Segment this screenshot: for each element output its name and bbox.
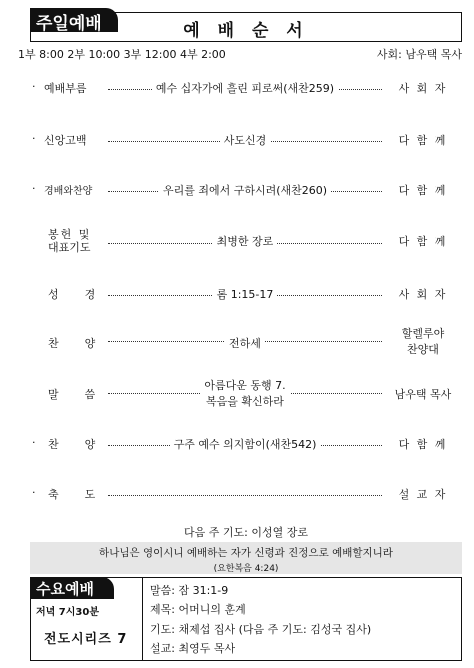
bullet: ·: [32, 486, 36, 499]
order-leader: 사 회 자: [398, 82, 448, 95]
order-content: 전하세: [108, 337, 382, 350]
verse-reference: (요한복음 4:24): [213, 564, 279, 574]
dotted-leader: [108, 486, 382, 496]
wednesday-series: 전도시리즈 7: [44, 632, 128, 647]
order-label: 경배와찬양: [44, 186, 93, 197]
order-label: 말씀: [48, 388, 122, 401]
bullet: ·: [32, 182, 36, 195]
order-row-sermon: [30, 378, 462, 412]
wednesday-divider: [142, 577, 143, 661]
order-leader: 설 교 자: [398, 488, 448, 501]
order-leader: 다 함 께: [398, 184, 448, 197]
order-label: 예배부름: [44, 82, 87, 95]
order-row-scripture: [30, 286, 462, 304]
order-content: 롬 1:15-17: [108, 286, 382, 302]
order-content: 구주 예수 의지함이(새찬542): [108, 436, 382, 452]
page-title: 예 배 순 서: [183, 21, 309, 41]
order-content: 아름다운 동행 7. 복음을 확신하라: [108, 378, 382, 410]
order-leader: 다 함 께: [398, 235, 448, 248]
order-leader: 다 함 께: [398, 438, 448, 451]
order-leader: 남우택 목사: [394, 388, 452, 401]
wednesday-prayer: 기도: 채제섭 집사 (다음 주 기도: 김성국 집사): [150, 623, 372, 636]
bullet: ·: [32, 436, 36, 449]
order-leader: 할렐루야 찬양대: [401, 327, 445, 356]
order-row-creed: [30, 132, 462, 150]
order-label: 축도: [48, 488, 122, 501]
order-row-hymn: [30, 436, 462, 454]
order-label: 신앙고백: [44, 134, 87, 147]
sunday-service-tab: 주일예배: [30, 8, 118, 32]
order-row-choir: [30, 326, 462, 360]
bullet: ·: [32, 132, 36, 145]
order-label: 봉헌 및 대표기도: [48, 228, 92, 254]
order-label: 찬양: [48, 337, 122, 350]
order-row-offering: [30, 228, 462, 256]
order-content: 예수 십자가에 흘린 피로써(새찬259): [108, 80, 382, 96]
order-label: 성경: [48, 288, 122, 301]
order-content: 우리를 죄에서 구하시려(새찬260): [108, 182, 382, 198]
officiant: 사회: 남우택 목사: [376, 48, 462, 61]
bullet: ·: [32, 80, 36, 93]
order-leader: 다 함 께: [398, 134, 448, 147]
wednesday-sermon-title: 제목: 어머니의 훈계: [150, 603, 246, 616]
order-row-call-to-worship: [30, 80, 462, 98]
service-times: 1부 8:00 2부 10:00 3부 12:00 4부 2:00: [18, 48, 226, 61]
wednesday-preacher: 설교: 최영두 목사: [150, 642, 236, 655]
order-row-benediction: [30, 486, 462, 504]
verse-text: 하나님은 영이시니 예배하는 자가 신령과 진정으로 예배할지니라: [99, 547, 393, 559]
wednesday-service-tab: 수요예배: [30, 577, 114, 599]
order-row-praise: [30, 182, 462, 200]
order-label: 찬양: [48, 438, 122, 451]
order-content: 최병한 장로: [108, 235, 382, 248]
order-leader: 사 회 자: [398, 288, 448, 301]
wednesday-time: 저녁 7시30분: [36, 607, 99, 618]
wednesday-scripture: 말씀: 잠 31:1-9: [150, 584, 229, 597]
next-week-prayer: 다음 주 기도: 이성열 장로: [184, 526, 308, 539]
order-content: 사도신경: [108, 132, 382, 148]
